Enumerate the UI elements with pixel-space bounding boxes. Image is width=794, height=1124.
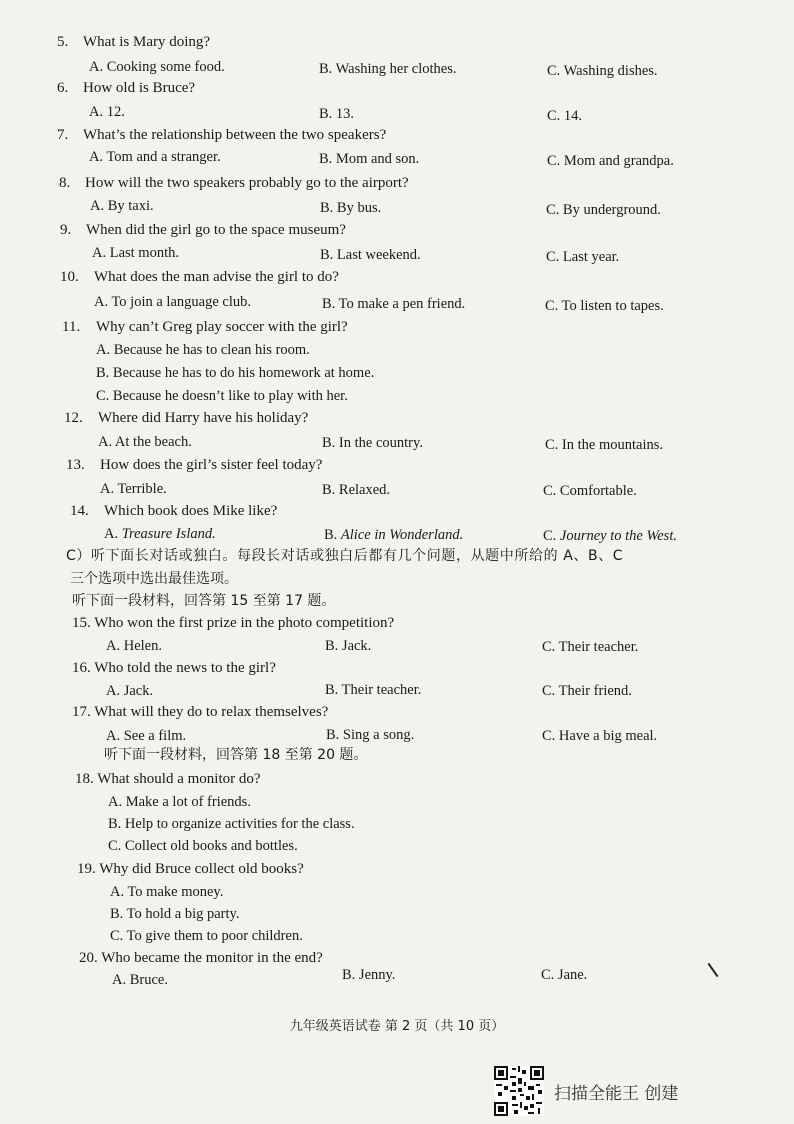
- option-c: C. To listen to tapes.: [545, 298, 664, 314]
- question-8: 8. How will the two speakers probably go to the airport?: [59, 175, 409, 191]
- qr-code-icon: [494, 1066, 544, 1116]
- option-c: C. By underground.: [546, 202, 661, 218]
- question-14: 14. Which book does Mike like?: [70, 503, 278, 519]
- section-c-heading: C）听下面长对话或独白。每段长对话或独白后都有几个问题，从题中所给的 A、B、C: [66, 548, 624, 564]
- question-6: 6. How old is Bruce?: [57, 80, 196, 96]
- option-c: C. Collect old books and bottles.: [108, 838, 298, 854]
- option-b: B. Mom and son.: [319, 151, 420, 167]
- question-16: 16. Who told the news to the girl?: [72, 660, 276, 676]
- question-18: 18. What should a monitor do?: [75, 771, 261, 787]
- option-a: A. Make a lot of friends.: [108, 794, 251, 810]
- option-b: B. Last weekend.: [320, 247, 421, 263]
- option-b: B. Relaxed.: [322, 482, 391, 498]
- scanner-stamp-text: 扫描全能王 创建: [554, 1083, 679, 1104]
- option-c: C. Because he doesn’t like to play with her.: [96, 388, 348, 404]
- question-17: 17. What will they do to relax themselves?: [72, 704, 329, 720]
- option-c: C. Journey to the West.: [543, 528, 677, 544]
- question-12: 12. Where did Harry have his holiday?: [64, 410, 309, 426]
- option-a: A. Jack.: [106, 683, 154, 699]
- option-a: A. Because he has to clean his room.: [96, 342, 310, 358]
- option-b: B. To hold a big party.: [110, 906, 240, 922]
- option-a: A. To make money.: [110, 884, 224, 900]
- option-a: A. Bruce.: [112, 972, 168, 988]
- question-7: 7. What’s the relationship between the two speakers?: [57, 127, 387, 143]
- option-c: C. 14.: [547, 108, 583, 124]
- option-b: B. Sing a song.: [326, 727, 415, 743]
- option-a: A. Helen.: [106, 638, 162, 654]
- option-b: B. Because he has to do his homework at home.: [96, 365, 375, 381]
- question-20: 20. Who became the monitor in the end?: [79, 950, 323, 966]
- option-c: C. Washing dishes.: [547, 63, 658, 79]
- option-b: B. To make a pen friend.: [322, 296, 466, 312]
- option-a: A. 12.: [89, 104, 125, 120]
- option-c: C. To give them to poor children.: [110, 928, 303, 944]
- question-11: 11. Why can’t Greg play soccer with the girl?: [62, 319, 348, 335]
- option-b: B. Their teacher.: [325, 682, 422, 698]
- option-b: B. Jenny.: [342, 967, 396, 983]
- option-c: C. In the mountains.: [545, 437, 664, 453]
- option-a: A. Cooking some food.: [89, 59, 225, 75]
- option-c: C. Have a big meal.: [542, 728, 658, 744]
- option-b: B. Alice in Wonderland.: [324, 527, 464, 543]
- question-10: 10. What does the man advise the girl to do?: [60, 269, 339, 285]
- option-b: B. By bus.: [320, 200, 382, 216]
- option-a: A. Tom and a stranger.: [89, 149, 221, 165]
- option-a: A. Last month.: [92, 245, 179, 261]
- option-c: C. Last year.: [546, 249, 620, 265]
- option-a: A. Treasure Island.: [104, 526, 216, 542]
- option-b: B. Help to organize activities for the class.: [108, 816, 355, 832]
- option-a: A. Terrible.: [100, 481, 167, 497]
- section-instruction: 听下面一段材料，回答第 18 至第 20 题。: [104, 747, 368, 763]
- option-b: B. Washing her clothes.: [319, 61, 457, 77]
- section-c-heading-cont: 三个选项中选出最佳选项。: [70, 571, 238, 587]
- option-a: A. To join a language club.: [94, 294, 251, 310]
- option-a: A. See a film.: [106, 728, 187, 744]
- question-9: 9. When did the girl go to the space museum?: [60, 222, 346, 238]
- option-a: A. By taxi.: [90, 198, 154, 214]
- option-b: B. In the country.: [322, 435, 423, 451]
- option-b: B. Jack.: [325, 638, 372, 654]
- option-a: A. At the beach.: [98, 434, 192, 450]
- question-15: 15. Who won the first prize in the photo competition?: [72, 615, 395, 631]
- page-footer: 九年级英语试卷 第 2 页（共 10 页）: [289, 1019, 505, 1034]
- section-instruction: 听下面一段材料，回答第 15 至第 17 题。: [72, 593, 336, 609]
- pen-stroke-mark: [708, 963, 719, 977]
- question-13: 13. How does the girl’s sister feel today?: [66, 457, 323, 473]
- option-c: C. Their friend.: [542, 683, 632, 699]
- option-c: C. Comfortable.: [543, 483, 637, 499]
- option-b: B. 13.: [319, 106, 355, 122]
- option-c: C. Their teacher.: [542, 639, 639, 655]
- question-19: 19. Why did Bruce collect old books?: [77, 861, 304, 877]
- option-c: C. Mom and grandpa.: [547, 153, 674, 169]
- question-5: 5. What is Mary doing?: [57, 34, 211, 50]
- scanner-watermark: [494, 1066, 678, 1116]
- option-c: C. Jane.: [541, 967, 588, 983]
